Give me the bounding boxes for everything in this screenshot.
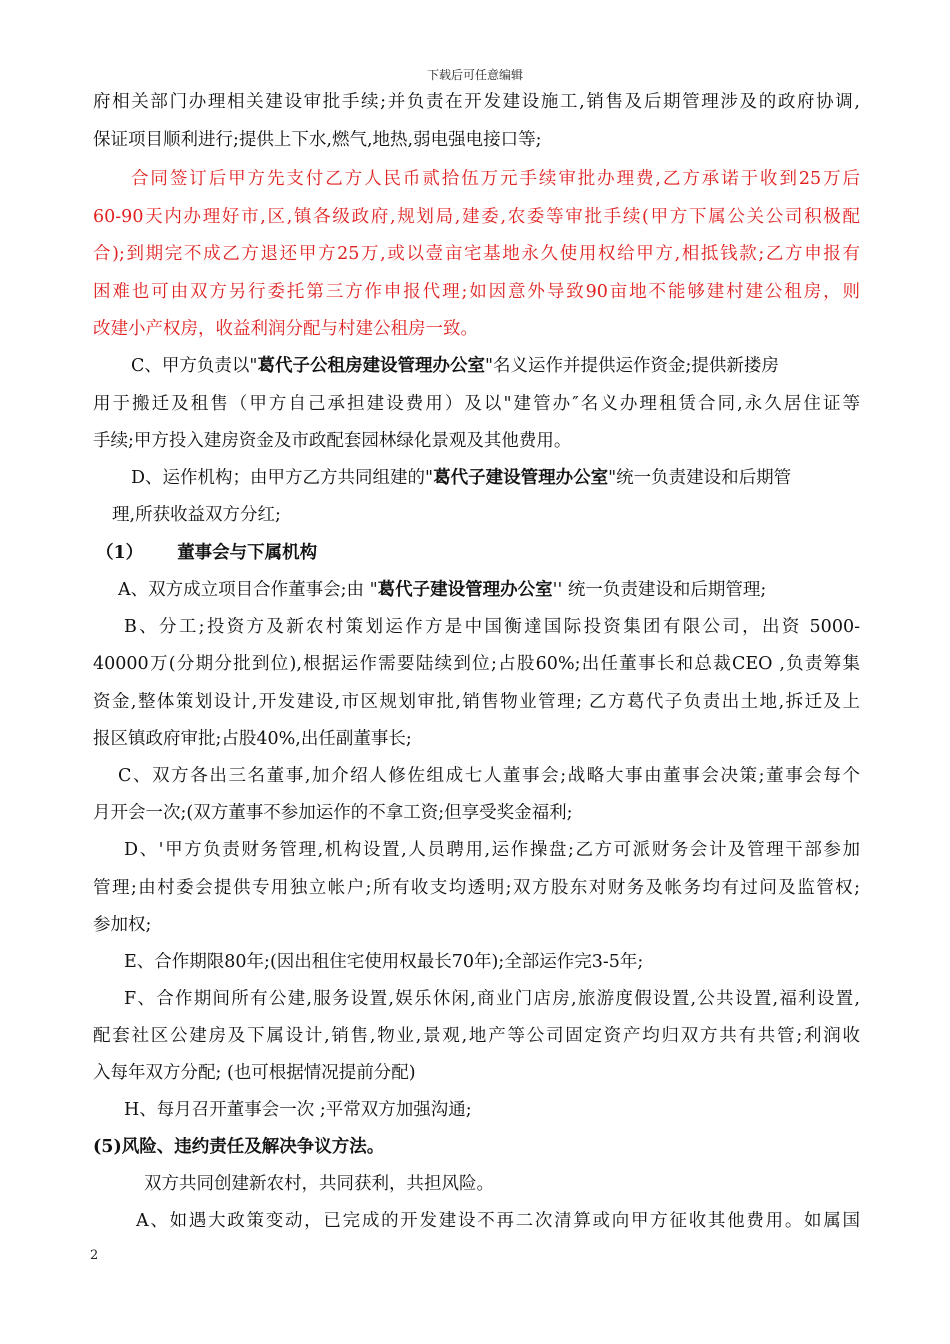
paragraph-line (118, 578, 766, 602)
paragraph-line (131, 354, 779, 378)
paragraph-line: 报区镇政府审批;占股40%,出任副董事长; (93, 729, 412, 749)
paragraph-line-red: 合);到期完不成乙方退还甲方25万,或以壹亩宅基地永久使用权给甲方,相抵钱款;乙方申报有 (93, 244, 860, 264)
paragraph-line: 管理;由村委会提供专用独立帐户;所有收支均透明;双方股东对财务及帐务均有过问及监管权; (93, 878, 860, 898)
paragraph-line: 保证项目顺利进行;提供上下水,燃气,地热,弱电强电接口等; (93, 130, 542, 150)
paragraph-line: 府相关部门办理相关建设审批手续;并负责在开发建设施工,销售及后期管理涉及的政府协调, (93, 92, 860, 112)
paragraph-line: F、合作期间所有公建,服务设置,娱乐休闲,商业门店房,旅游度假设置,公共设置,福利设置, (124, 989, 860, 1009)
section-heading (96, 541, 317, 565)
text-run: C、甲方负责以" (131, 356, 258, 376)
text-run: "统一负责建设和后期管 (608, 468, 792, 488)
paragraph-line (131, 466, 791, 490)
paragraph-line: H、每月召开董事会一次 ;平常双方加强沟通; (124, 1100, 472, 1120)
text-run: '' 统一负责建设和后期管理; (552, 580, 767, 600)
office-name-bold: 葛代子建设管理办公室 (433, 468, 609, 488)
page-header: 下载后可任意编辑 (426, 68, 523, 82)
paragraph-line: 配套社区公建房及下属设计,销售,物业,景观,地产等公司固定资产均归双方共有共管;利润收 (93, 1026, 860, 1046)
paragraph-line-red: 合同签订后甲方先支付乙方人民币贰拾伍万元手续审批办理费,乙方承诺于收到25万后 (131, 169, 860, 189)
paragraph-line: 40000万(分期分批到位),根据运作需要陆续到位;占股60%;出任董事长和总裁CEO ,负责筹集 (93, 654, 860, 674)
office-name-bold: 葛代子公租房建设管理办公室 (257, 356, 485, 376)
paragraph-line: 理,所获收益双方分红; (112, 505, 281, 525)
paragraph-line: B、分工;投资方及新农村策划运作方是中国衡達国际投资集团有限公司，出资 5000- (124, 617, 860, 637)
paragraph-line: D、'甲方负责财务管理,机构设置,人员聘用,运作操盘;乙方可派财务会计及管理干部参加 (124, 840, 860, 860)
paragraph-line: A、如遇大政策变动，已完成的开发建设不再二次清算或向甲方征收其他费用。如属国 (136, 1211, 860, 1231)
text-run: A、双方成立项目合作董事会;由 " (118, 580, 378, 600)
paragraph-line: C、双方各出三名董事,加介绍人修佐组成七人董事会;战略大事由董事会决策;董事会每个 (118, 766, 860, 786)
paragraph-line: 月开会一次;(双方董事不参加运作的不拿工资;但享受奖金福利; (93, 803, 573, 823)
text-run: "名义运作并提供运作资金;提供新搂房 (484, 356, 779, 376)
paragraph-line: E、合作期限80年;(因出租住宅使用权最长70年);全部运作完3-5年; (124, 952, 644, 972)
office-name-bold: 葛代子建设管理办公室 (377, 580, 553, 600)
paragraph-line: 入每年双方分配; (也可根据情况提前分配) (93, 1063, 416, 1083)
paragraph-line: 用于搬迁及租售（甲方自己承担建设费用）及以"建管办″名义办理租赁合同,永久居住证等 (93, 394, 860, 414)
paragraph-line: 双方共同创建新农村，共同获利，共担风险。 (144, 1174, 494, 1194)
paragraph-line-red: 改建小产权房，收益利润分配与村建公租房一致。 (93, 319, 478, 339)
paragraph-line: 资金,整体策划设计,开发建设,市区规划审批,销售物业管理; 乙方葛代子负责出土地,拆迁及上 (93, 692, 860, 712)
text-run: D、运作机构；由甲方乙方共同组建的" (131, 468, 434, 488)
section-heading: (5)风险、违约责任及解决争议方法。 (93, 1137, 385, 1157)
paragraph-line-red: 困难也可由双方另行委托第三方作申报代理;如因意外导致90亩地不能够建村建公租房，则 (93, 282, 860, 302)
paragraph-line-red: 60-90天内办理好市,区,镇各级政府,规划局,建委,农委等审批手续(甲方下属公关公司积极配 (93, 207, 860, 227)
section-title: 董事会与下属机构 (177, 543, 318, 563)
section-number: （1） (96, 543, 144, 563)
page-number: 2 (90, 1248, 99, 1263)
paragraph-line: 参加权; (93, 915, 152, 935)
paragraph-line: 手续;甲方投入建房资金及市政配套园林绿化景观及其他费用。 (93, 431, 572, 451)
